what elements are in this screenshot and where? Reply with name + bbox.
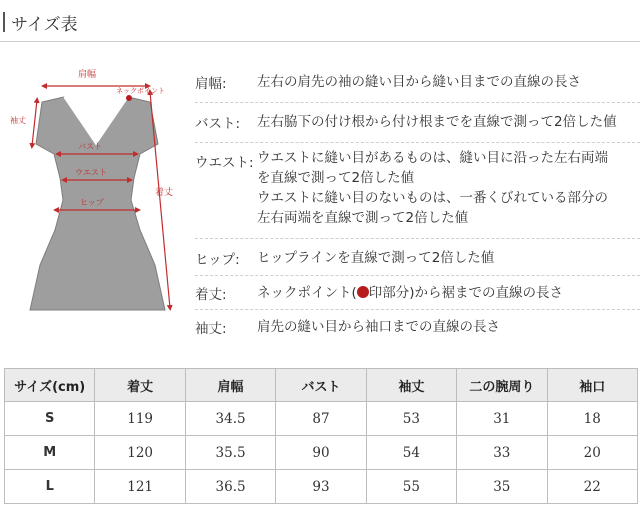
title-marker <box>3 12 5 32</box>
size-cell: M <box>5 436 95 470</box>
table-cell: 33 <box>457 436 547 470</box>
table-cell: 55 <box>366 470 456 504</box>
table-cell: 35.5 <box>185 436 275 470</box>
table-cell: 34.5 <box>185 402 275 436</box>
dress-diagram <box>0 50 195 320</box>
size-table <box>4 368 638 504</box>
desc-line: ウエストに縫い目のないものは、一番くびれている部分の <box>257 190 608 206</box>
desc-text: 肩先の縫い目から袖口までの直線の長さ <box>257 319 500 335</box>
desc-row-waist <box>195 143 640 239</box>
desc-label: ウエスト: <box>195 155 254 171</box>
length-label: 着丈 <box>155 188 174 198</box>
red-dot-icon <box>357 286 369 298</box>
table-cell: 53 <box>366 402 456 436</box>
table-cell: 54 <box>366 436 456 470</box>
desc-text-block <box>257 148 608 228</box>
table-cell: 18 <box>547 402 637 436</box>
desc-text: 左右の肩先の袖の縫い目から縫い目までの直線の長さ <box>257 74 581 90</box>
size-cell: L <box>5 470 95 504</box>
neck-point-label: ネックポイント <box>116 87 165 95</box>
table-row <box>5 470 638 504</box>
desc-row-sleeve <box>195 310 640 342</box>
desc-text <box>257 283 563 303</box>
table-row <box>5 402 638 436</box>
desc-row-bust <box>195 103 640 143</box>
desc-text: 左右脇下の付け根から付け根までを直線で測って2倍した値 <box>257 114 617 130</box>
table-cell: 31 <box>457 402 547 436</box>
hip-label: ヒップ <box>80 198 104 207</box>
table-header-cell: バスト <box>276 369 366 402</box>
title-bar <box>0 0 640 42</box>
table-header-cell: 袖丈 <box>366 369 456 402</box>
desc-row-length <box>195 276 640 310</box>
table-header-cell: 袖口 <box>547 369 637 402</box>
table-cell: 36.5 <box>185 470 275 504</box>
desc-text-after: 印部分)から裾までの直線の長さ <box>368 285 564 301</box>
table-cell: 121 <box>95 470 185 504</box>
title-divider <box>0 41 640 42</box>
desc-line: を直線で測って2倍した値 <box>257 170 415 186</box>
desc-label: 袖丈: <box>195 321 227 337</box>
desc-line: ウエストに縫い目があるものは、縫い目に沿った左右両端 <box>257 150 608 166</box>
table-cell: 87 <box>276 402 366 436</box>
bust-label: バスト <box>78 142 102 151</box>
desc-label: ヒップ: <box>195 252 240 268</box>
desc-line: 左右両端を直線で測って2倍した値 <box>257 210 469 226</box>
shoulder-label: 肩幅 <box>78 70 97 80</box>
table-cell: 90 <box>276 436 366 470</box>
table-header-cell: サイズ(cm) <box>5 369 95 402</box>
waist-label: ウエスト <box>75 168 107 177</box>
table-cell: 120 <box>95 436 185 470</box>
desc-row-shoulder <box>195 60 640 103</box>
dress-diagram-svg <box>0 50 195 320</box>
table-cell: 22 <box>547 470 637 504</box>
table-header-row <box>5 369 638 402</box>
desc-text: ヒップラインを直線で測って2倍した値 <box>257 250 495 266</box>
table-row <box>5 436 638 470</box>
table-cell: 35 <box>457 470 547 504</box>
table-header-cell: 肩幅 <box>185 369 275 402</box>
size-cell: S <box>5 402 95 436</box>
desc-label: 着丈: <box>195 287 227 303</box>
neck-point-marker <box>126 95 132 101</box>
desc-label: 肩幅: <box>195 76 227 92</box>
page-title: サイズ表 <box>11 15 78 35</box>
table-header-cell: 二の腕周り <box>457 369 547 402</box>
desc-row-hip <box>195 239 640 276</box>
table-cell: 20 <box>547 436 637 470</box>
measurement-descriptions <box>195 60 640 342</box>
table-cell: 93 <box>276 470 366 504</box>
table-header-cell: 着丈 <box>95 369 185 402</box>
sleeve-label: 袖丈 <box>10 116 26 125</box>
desc-text-before: ネックポイント( <box>257 285 357 301</box>
desc-label: バスト: <box>195 116 241 132</box>
table-cell: 119 <box>95 402 185 436</box>
